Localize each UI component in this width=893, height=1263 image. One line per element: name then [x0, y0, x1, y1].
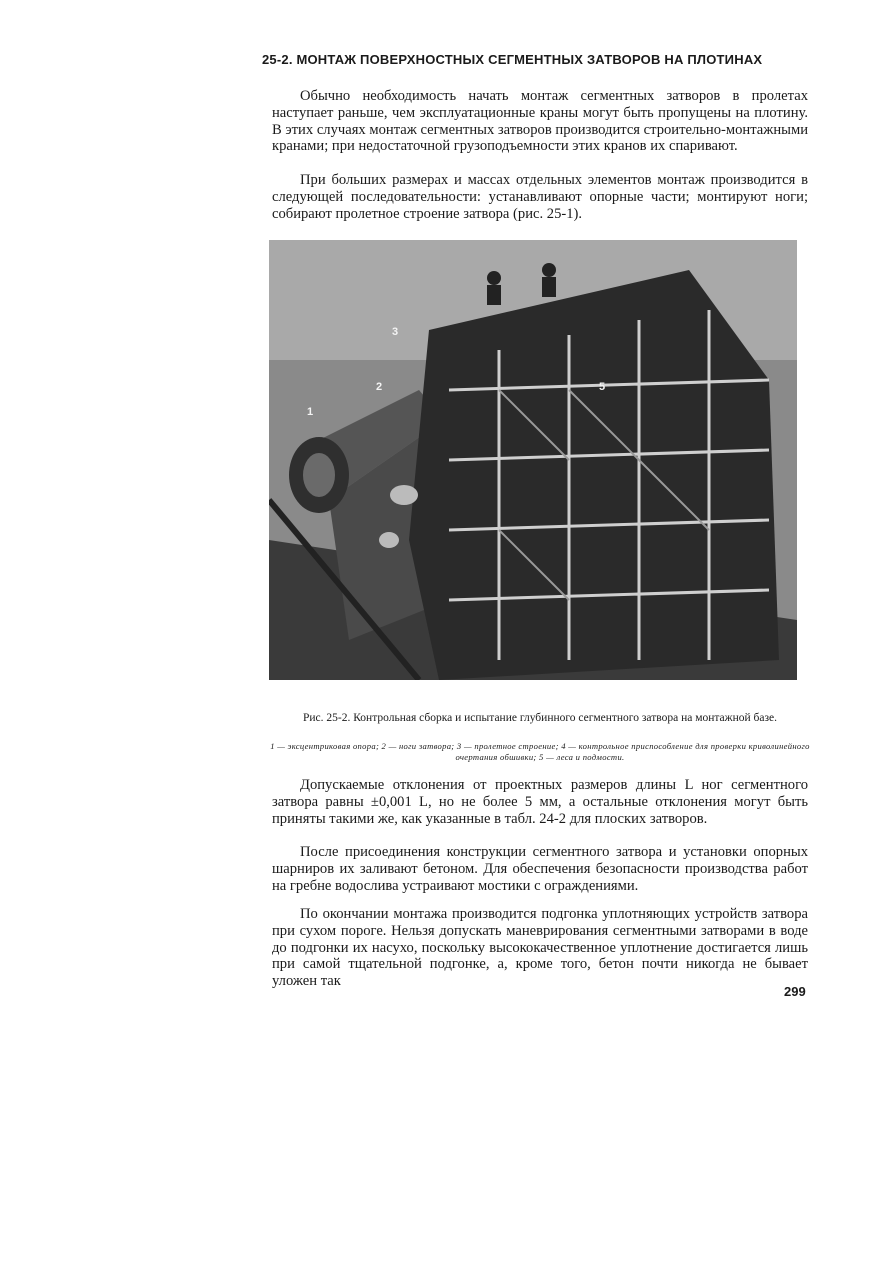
paragraph-1: Обычно необходимость начать монтаж сегментных затворов в пролетах наступает раньше, чем эксплуатационные краны могут быть пропущены на плотину. В этих случаях монтаж сегментных затворов производится строительно-монтажными кранами; при недостаточной грузоподъемности этих кранов их спаривают.	[272, 88, 808, 155]
label-2: 2	[376, 381, 383, 393]
paragraph-2: При больших размерах и массах отдельных элементов монтаж производится в следующей последовательности: устанавливают опорные части; монтируют ноги; собирают пролетное строение затвора (рис. 25-1).	[272, 172, 808, 222]
label-3: 3	[392, 326, 399, 338]
figure-legend: 1 — эксцентриковая опора; 2 — ноги затвора; 3 — пролетное строение; 4 — контрольное приспособление для проверки криволинейного очертания обшивки; 5 — леса и подмости.	[270, 741, 810, 762]
figure-photo	[269, 240, 797, 680]
label-5: 5	[599, 381, 606, 393]
section-heading: 25-2. МОНТАЖ ПОВЕРХНОСТНЫХ СЕГМЕНТНЫХ ЗАТВОРОВ НА ПЛОТИНАХ	[262, 52, 763, 67]
page-number: 299	[784, 984, 806, 999]
paragraph-4: После присоединения конструкции сегментного затвора и установки опорных шарниров их заливают бетоном. Для обеспечения безопасности производства работ на гребне водослива устраивают мостики с ограждениями.	[272, 844, 808, 894]
paragraph-3: Допускаемые отклонения от проектных размеров длины L ног сегментного затвора равны ±0,001 L, но не более 5 мм, а остальные отклонения могут быть приняты такими же, как указанные в табл. 24-2 для плоских затворов.	[272, 777, 808, 827]
label-1: 1	[307, 406, 314, 418]
gate-assembly-photo	[269, 240, 797, 680]
paragraph-5: По окончании монтажа производится подгонка уплотняющих устройств затвора при сухом пороге. Нельзя допускать маневрирования сегментными затворами в воде до подгонки их насухо, поскольку высококачественное уплотнение достигается лишь при самой тщательной подгонке, а, кроме того, бетон почти никогда не бывает уложен так	[272, 906, 808, 990]
figure-caption: Рис. 25-2. Контрольная сборка и испытание глубинного сегментного затвора на монтажной базе.	[302, 712, 778, 724]
